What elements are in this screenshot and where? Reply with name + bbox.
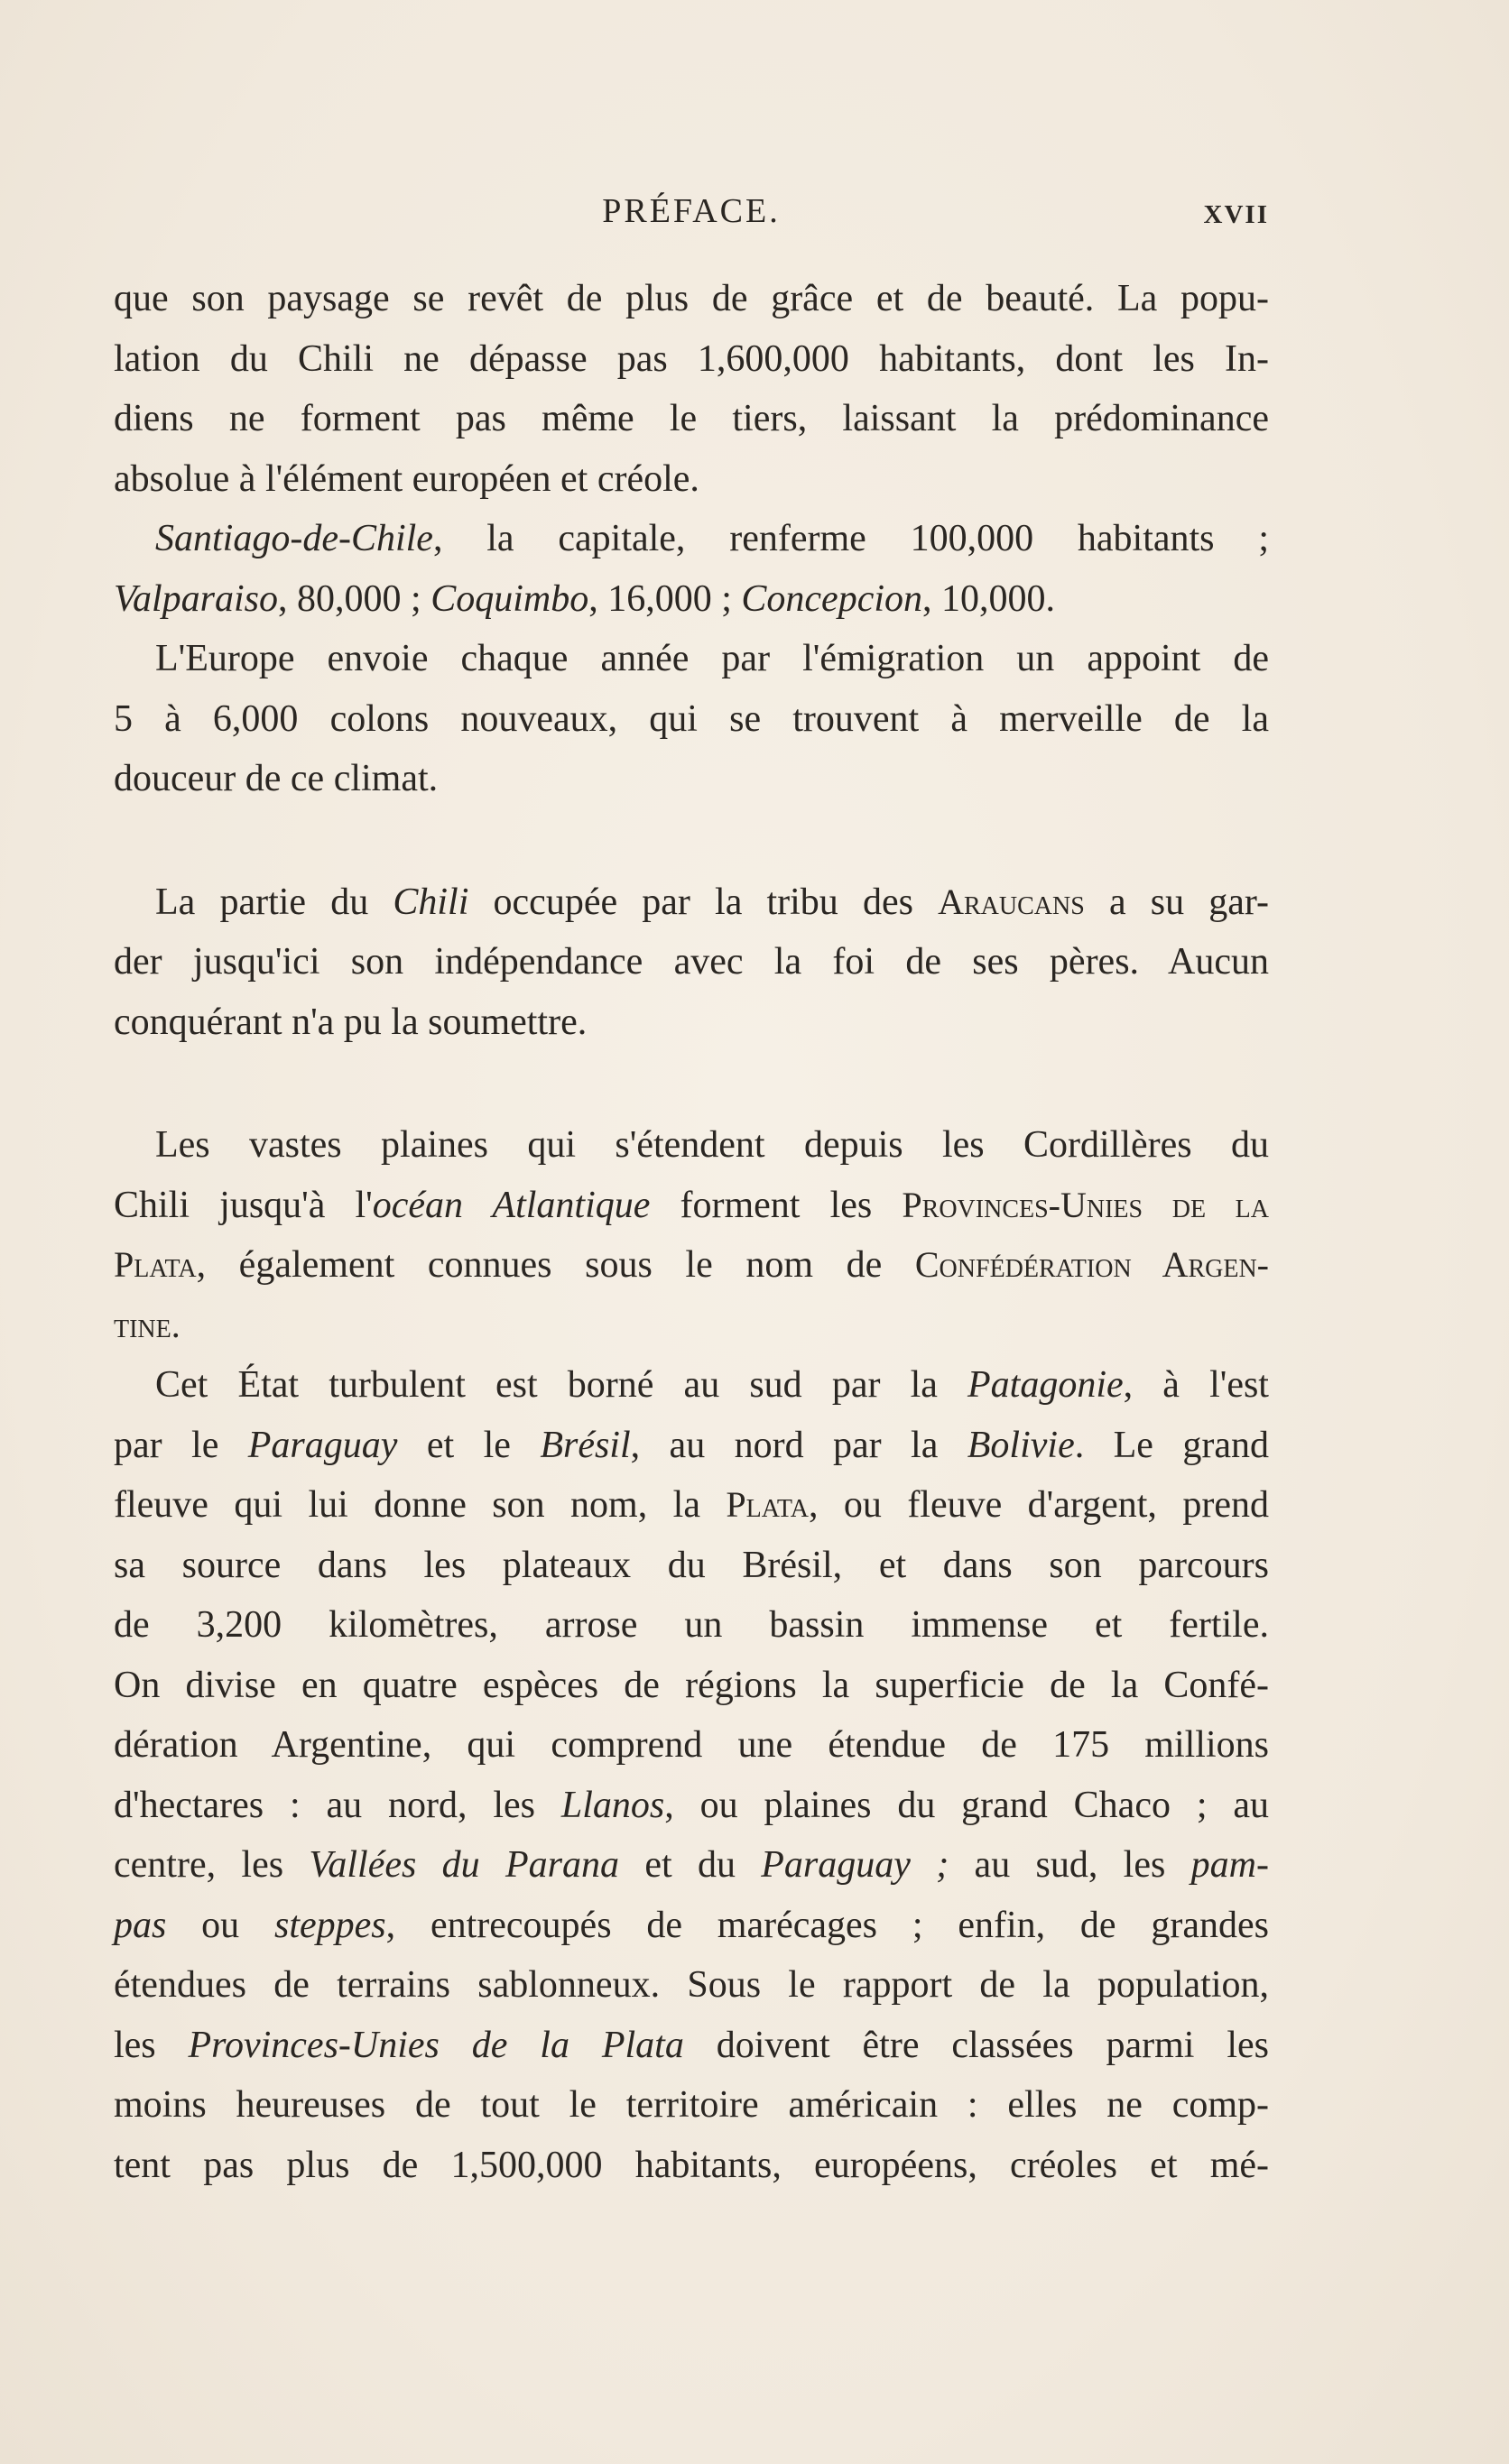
text-run: , à l'est (1123, 1364, 1269, 1406)
place-name: Santiago-de-Chile (155, 518, 433, 559)
text-line (114, 509, 1269, 569)
text-line: sa source dans les plateaux du Brésil, et dans son parcours (114, 1544, 1269, 1586)
tribe-name: Araucans (938, 881, 1085, 922)
text-line: absolue à l'élément européen et créole. (114, 457, 699, 500)
place-name: Chili (393, 881, 469, 923)
page-number: XVII (1203, 200, 1269, 229)
text-run: ou (166, 1904, 274, 1946)
text-run: doivent être classées parmi les (683, 2024, 1269, 2066)
text-line: de 3,200 kilomètres, arrose un bassin immense et fertile. (114, 1604, 1269, 1646)
body-text (114, 269, 1269, 2195)
text-run: . Le grand (1074, 1424, 1269, 1466)
text-line: tine. (114, 1304, 181, 1345)
region-name: pas (114, 1904, 167, 1946)
country-name: Plata (114, 1244, 197, 1285)
text-run: , ou fleuve d'argent, prend (808, 1484, 1269, 1526)
text-run: et le (397, 1424, 541, 1466)
text-line: conquérant n'a pu la soumettre. (114, 1001, 588, 1043)
text-line: der jusqu'ici son indépendance avec la foi de ses pères. Aucun (114, 941, 1269, 983)
text-run: , également connues sous le nom de (196, 1244, 915, 1286)
country-name: Confédération Argen- (914, 1244, 1269, 1285)
text-line (114, 1176, 1269, 1236)
text-line (114, 569, 1269, 630)
place-name: Patagonie (967, 1364, 1124, 1406)
text-line: diens ne forment pas même le tiers, laissant la prédominance (114, 398, 1269, 439)
text-run: les (114, 2024, 189, 2066)
running-head (114, 191, 1269, 236)
text-line: que son paysage se revêt de plus de grâce et de beauté. La popu- (114, 278, 1269, 319)
region-name: Paraguay ; (761, 1844, 949, 1886)
text-run: et du (619, 1844, 762, 1886)
place-name: océan Atlantique (372, 1184, 651, 1226)
place-name: Paraguay (247, 1424, 398, 1466)
place-name: Concepcion (741, 577, 922, 620)
text-line (114, 1835, 1269, 1896)
text-run: , au nord par la (630, 1424, 967, 1466)
text-run: forment les (650, 1184, 903, 1226)
text-line (114, 872, 1269, 933)
text-line (114, 1235, 1269, 1296)
text-line: lation du Chili ne dépasse pas 1,600,000 habitants, dont les In- (114, 337, 1269, 380)
text-run: au sud, les (949, 1844, 1191, 1886)
text-line (114, 1475, 1269, 1536)
text-line (114, 1355, 1269, 1416)
text-run: , ou plaines du grand Chaco ; au (664, 1784, 1269, 1826)
text-run: par le (114, 1424, 248, 1466)
text-run: , 80,000 ; (278, 577, 431, 620)
text-line: tent pas plus de 1,500,000 habitants, européens, créoles et mé- (114, 2144, 1269, 2186)
region-name: Vallées du Parana (309, 1844, 619, 1886)
place-name: Brésil (540, 1424, 631, 1466)
text-run: d'hectares : au nord, les (114, 1784, 561, 1826)
region-name: pam- (1190, 1844, 1269, 1886)
running-title: PRÉFACE. (602, 192, 781, 230)
text-run: centre, les (114, 1844, 310, 1886)
text-run: Cet État turbulent est borné au sud par la (155, 1364, 968, 1406)
country-name: Provinces-Unies de la Plata (188, 2024, 684, 2066)
text-run: La partie du (155, 881, 393, 923)
paragraph-gap (114, 809, 1269, 872)
text-run: occupée par la tribu des (468, 881, 939, 923)
text-run: fleuve qui lui donne son nom, la (114, 1484, 727, 1526)
text-run: a su gar- (1084, 881, 1269, 923)
paragraph-gap (114, 1052, 1269, 1115)
text-line: douceur de ce climat. (114, 758, 439, 799)
country-name: Provinces-Unies de la (902, 1184, 1270, 1225)
text-line: étendues de terrains sablonneux. Sous le rapport de la population, (114, 1964, 1269, 2006)
text-line: dération Argentine, qui comprend une étendue de 175 millions (114, 1724, 1269, 1766)
text-line (114, 1896, 1269, 1956)
text-run: , entrecoupés de marécages ; enfin, de grandes (385, 1904, 1270, 1946)
text-line (114, 2016, 1269, 2076)
region-name: Llanos (560, 1784, 665, 1826)
text-line: L'Europe envoie chaque année par l'émigration un appoint de (155, 638, 1269, 679)
text-run: , 10,000. (922, 577, 1055, 620)
text-line: Les vastes plaines qui s'étendent depuis les Cordillères du (155, 1124, 1269, 1166)
place-name: Valparaiso (114, 577, 279, 620)
text-run: , 16,000 ; (588, 577, 742, 620)
text-line: 5 à 6,000 colons nouveaux, qui se trouvent à merveille de la (114, 697, 1269, 740)
text-run: Chili jusqu'à l' (114, 1184, 373, 1226)
text-line (114, 1776, 1269, 1836)
place-name: Coquimbo (430, 577, 589, 620)
place-name: Bolivie (967, 1424, 1075, 1466)
region-name: steppes (274, 1904, 386, 1946)
text-line: On divise en quatre espèces de régions la superficie de la Confé- (114, 1664, 1269, 1706)
text-run: , la capitale, renferme 100,000 habitants ; (432, 518, 1269, 559)
text-line (114, 1416, 1269, 1476)
river-name: Plata (726, 1484, 809, 1525)
text-line: moins heureuses de tout le territoire américain : elles ne comp- (114, 2084, 1269, 2126)
